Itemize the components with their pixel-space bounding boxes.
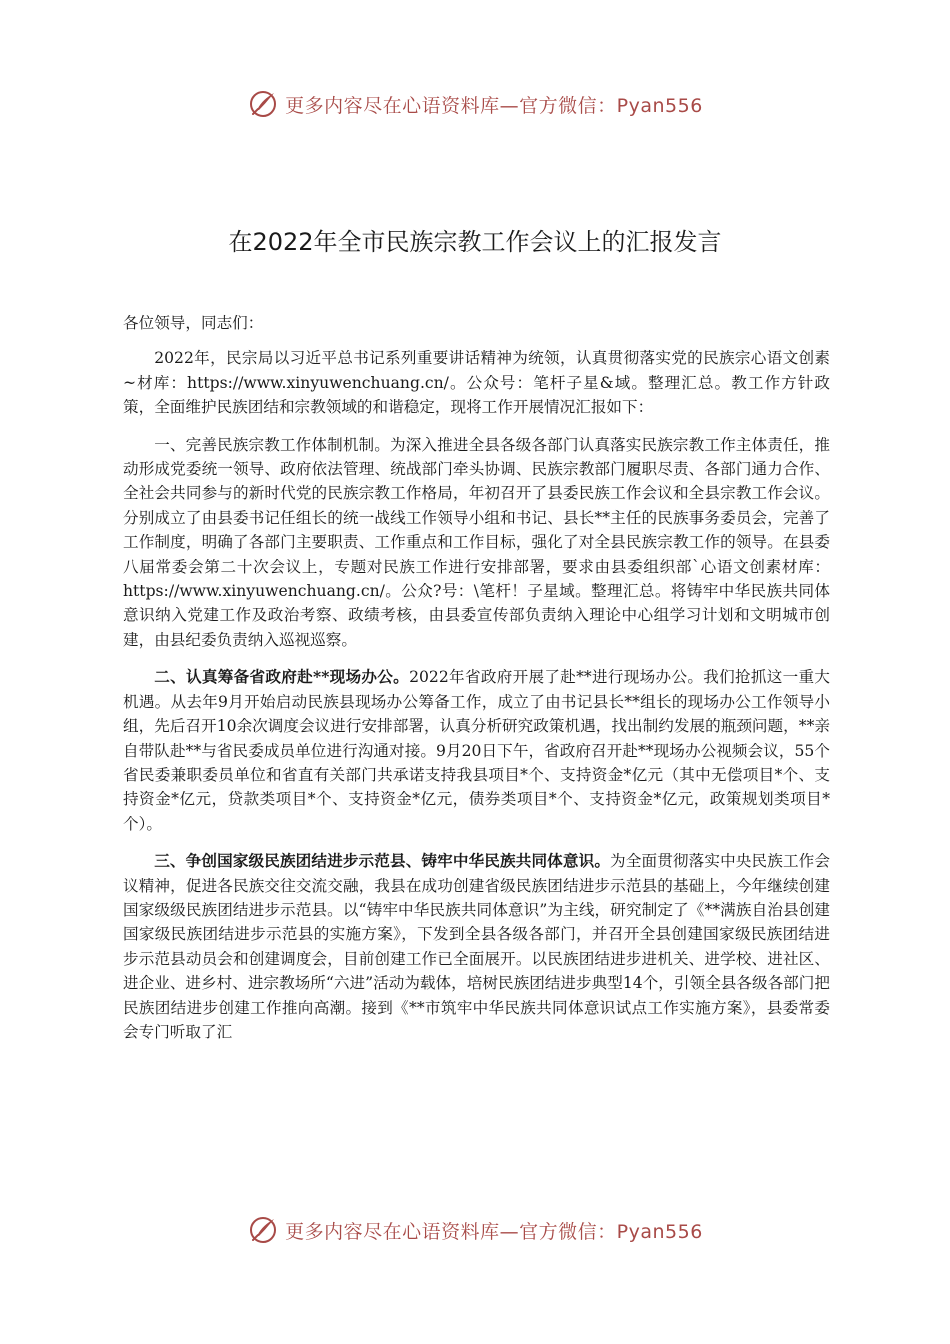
section-3-body: 为全面贯彻落实中央民族工作会议精神，促进各民族交往交流交融，我县在成功创建省级民族团结进步示范县的基础上，今年继续创建国家级级民族团结进步示范县。以“铸牢中华民族共同体意识”为主线，研究制定了《**满族自治县创建国家级民族团结进步示范县的实施方案》，下发到全县各级各部门，并召开全县创建国家级民族团结进步示范县动员会和创建调度会，目前创建工作已全面展开。以民族团结进步进机关、进学校、进社区、进企业、进乡村、进宗教场所“六进”活动为载体，培树民族团结进步典型14个，引领全县各级各部门把民族团结进步创建工作推向高潮。接到《**市筑牢中华民族共同体意识试点工作实施方案》，县委常委会专门听取了汇 [123, 852, 830, 1041]
document-title: 在2022年全市民族宗教工作会议上的汇报发言 [228, 228, 722, 256]
intro-paragraph: 2022年，民宗局以习近平总书记系列重要讲话精神为统领，认真贯彻落实党的民族宗心语文创素~材库：https://www.xinyuwenchuang.cn/。公众号：笔杆子星&域。整理汇总。教工作方针政策，全面维护民族团结和宗教领域的和谐稳定，现将工作开展情况汇报如下： [123, 349, 830, 417]
header-watermark-banner [0, 84, 950, 124]
banner-text: 更多内容尽在心语资料库—官方微信：Pyan556 [285, 94, 703, 117]
banner-text: 更多内容尽在心语资料库—官方微信：Pyan556 [285, 1220, 703, 1243]
section-3-heading: 三、争创国家级民族团结进步示范县、铸牢中华民族共同体意识。 [154, 851, 611, 871]
footer-watermark-banner [0, 1210, 950, 1250]
quill-logo-icon [247, 1214, 279, 1246]
section-2-body: 2022年省政府开展了赴**进行现场办公。我们抢抓这一重大机遇。从去年9月开始启动民族县现场办公筹备工作，成立了由书记县长**组长的现场办公工作领导小组，先后召开10余次调度会议进行安排部署，认真分析研究政策机遇，找出制约发展的瓶颈问题，**亲自带队赴**与省民委成员单位进行沟通对接。9月20日下午，省政府召开赴**现场办公视频会议，55个省民委兼职委员单位和省直有关部门共承诺支持我县项目*个、支持资金*亿元（其中无偿项目*个、支持资金*亿元，贷款类项目*个、支持资金*亿元，债券类项目*个、支持资金*亿元，政策规划类项目*个）。 [123, 668, 831, 833]
quill-logo-icon [247, 88, 279, 120]
section-3-paragraph [123, 849, 830, 1044]
document-body [123, 311, 830, 1057]
section-2-heading: 二、认真筹备省政府赴**现场办公。 [154, 667, 410, 687]
greeting: 各位领导，同志们： [123, 314, 264, 332]
section-1-paragraph: 一、完善民族宗教工作体制机制。为深入推进全县各级各部门认真落实民族宗教工作主体责任，推动形成党委统一领导、政府依法管理、统战部门牵头协调、民族宗教部门履职尽责、各部门通力合作、全社会共同参与的新时代党的民族宗教工作格局，年初召开了县委民族工作会议和全县宗教工作会议。分别成立了由县委书记任组长的统一战线工作领导小组和书记、县长**主任的民族事务委员会，完善了工作制度，明确了各部门主要职责、工作重点和工作目标，强化了对全县民族宗教工作的领导。在县委八届常委会第二十次会议上，专题对民族工作进行安排部署，要求由县委组织部`心语文创素材库：https://www.xinyuwenchuang.cn/。公众?号：\笔杆！子星域。整理汇总。将铸牢中华民族共同体意识纳入党建工作及政治考察、政绩考核，由县委宣传部负责纳入理论中心组学习计划和文明城市创建，由县纪委负责纳入巡视巡察。 [123, 435, 830, 649]
section-2-paragraph [123, 665, 830, 836]
